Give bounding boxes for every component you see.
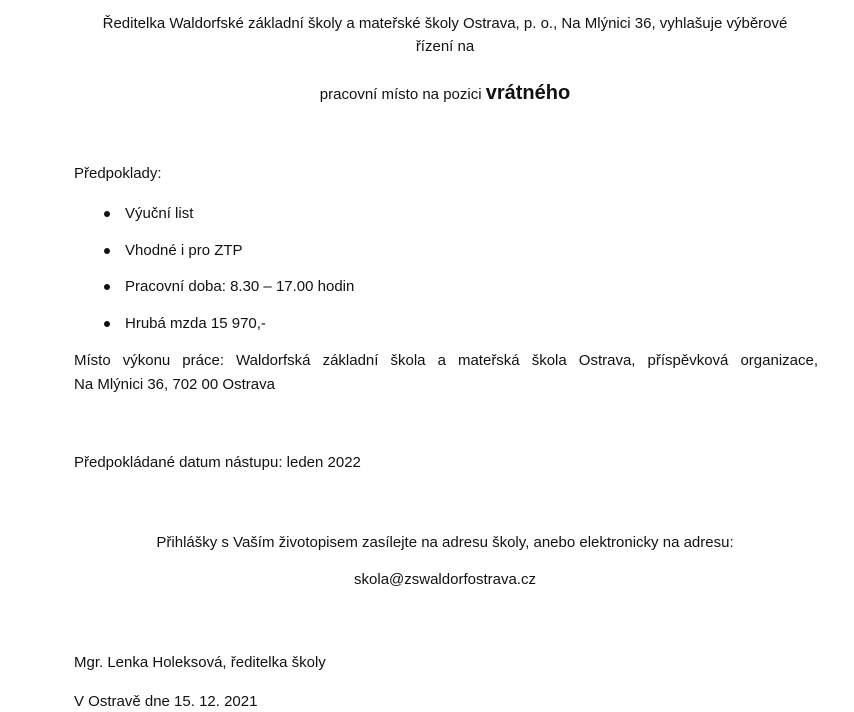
requirement-text: Hrubá mzda 15 970,-	[125, 315, 266, 332]
bullet-icon	[104, 321, 110, 327]
application-email: skola@zswaldorfostrava.cz	[354, 571, 536, 588]
signature: Mgr. Lenka Holeksová, ředitelka školy	[74, 654, 326, 671]
requirement-text: Výuční list	[125, 205, 194, 222]
application-instructions: Přihlášky s Vaším životopisem zasílejte na adresu školy, anebo elektronicky na adresu:	[156, 534, 734, 551]
requirement-text: Pracovní doba: 8.30 – 17.00 hodin	[125, 278, 355, 295]
place-date: V Ostravě dne 15. 12. 2021	[74, 693, 258, 710]
position-title	[0, 81, 854, 107]
position-prefix: pracovní místo na pozici	[319, 86, 486, 103]
requirement-text: Vhodné i pro ZTP	[125, 242, 243, 259]
position-name: vrátného	[485, 82, 571, 104]
bullet-icon	[104, 248, 110, 254]
announcement-intro-line2: řízení na	[415, 38, 475, 55]
workplace-line1: Místo výkonu práce: Waldorfská základní škola a mateřská škola Ostrava, příspěvková organizace,	[74, 352, 818, 369]
start-date: Předpokládané datum nástupu: leden 2022	[74, 454, 361, 471]
workplace-line2: Na Mlýnici 36, 702 00 Ostrava	[74, 376, 275, 393]
bullet-icon	[104, 211, 110, 217]
requirements-heading: Předpoklady:	[74, 165, 162, 182]
announcement-intro-line1: Ředitelka Waldorfské základní školy a mateřské školy Ostrava, p. o., Na Mlýnici 36, vyhlašuje výběrové	[102, 15, 788, 32]
bullet-icon	[104, 284, 110, 290]
